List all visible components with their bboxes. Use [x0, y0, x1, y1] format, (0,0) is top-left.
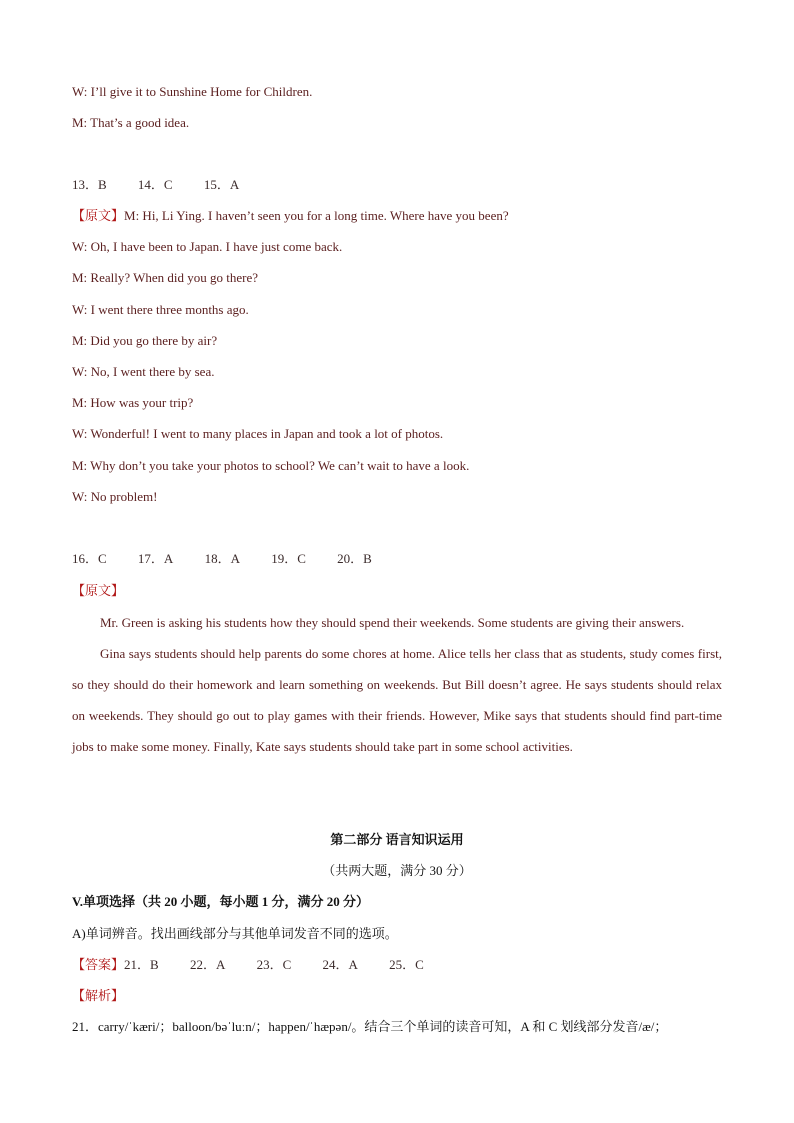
dialogue-line: M: That’s a good idea. — [72, 115, 190, 130]
answer-23: 23．C — [256, 957, 292, 972]
dialogue-line: M: Really? When did you go there? — [72, 270, 259, 285]
answer-row-16-20 — [72, 551, 400, 567]
dialogue-line: W: I went there three months ago. — [72, 302, 249, 317]
answer-13: 13．B — [72, 177, 107, 192]
passage-paragraph-2: Gina says students should help parents do some chores at home. Alice tells her class that as students, study comes first, so they should do their homework and learn something on weekends. But Bill doesn’t agree. He says students should relax on weekends. They should go out to play games with their friends. However, Mike says that students should find part-time jobs to make some money. Finally, Kate says students should take part in some school activities. — [72, 646, 722, 754]
section-heading: V.单项选择（共 20 小题，每小题 1 分，满分 20 分） — [72, 894, 369, 909]
part-subtitle: （共两大题，满分 30 分） — [322, 863, 472, 878]
dialogue-line: M: How was your trip? — [72, 395, 194, 410]
answer-22: 22．A — [189, 957, 226, 972]
dialogue-text: M: Hi, Li Ying. I haven’t seen you for a long time. Where have you been? — [124, 208, 509, 223]
dialogue-line: W: I’ll give it to Sunshine Home for Children. — [72, 84, 313, 99]
answer-row-21-25 — [72, 957, 452, 973]
dialogue-line: M: Why don’t you take your photos to school? We can’t wait to have a look. — [72, 458, 470, 473]
analysis-tag — [72, 988, 124, 1004]
analysis-tag-label: 【解析】 — [72, 988, 125, 1003]
passage-paragraph-1: Mr. Green is asking his students how they should spend their weekends. Some students are giving their answers. — [100, 615, 685, 630]
dialogue-line: M: Did you go there by air? — [72, 333, 218, 348]
answer-20: 20．B — [337, 551, 372, 566]
answer-18: 18．A — [204, 551, 240, 566]
answer-24: 24．A — [322, 957, 358, 972]
dialogue-line: W: No, I went there by sea. — [72, 364, 215, 379]
original-text-tag — [72, 583, 124, 599]
answer-17: 17．A — [137, 551, 174, 566]
part-title: 第二部分 语言知识运用 — [330, 832, 464, 847]
answer-row-13-15 — [72, 177, 267, 193]
original-text-tag-label: 【原文】 — [72, 583, 125, 598]
dialogue-line — [72, 208, 509, 224]
answer-19: 19．C — [271, 551, 306, 566]
sub-section-heading: A)单词辨音。找出画线部分与其他单词发音不同的选项。 — [72, 926, 398, 941]
answer-tag: 【答案】 — [72, 957, 125, 972]
analysis-21: 21．carry/ˈkæri/；balloon/bəˈluːn/；happen/ˈhæpən/。结合三个单词的读音可知，A 和 C 划线部分发音/æ/； — [72, 1019, 668, 1034]
answer-16: 16．C — [72, 551, 107, 566]
dialogue-line: W: No problem! — [72, 489, 158, 504]
answer-14: 14．C — [137, 177, 173, 192]
answer-15: 15．A — [203, 177, 240, 192]
answer-25: 25．C — [389, 957, 424, 972]
original-text-tag: 【原文】 — [72, 208, 125, 223]
dialogue-line: W: Oh, I have been to Japan. I have just come back. — [72, 239, 343, 254]
passage — [72, 607, 722, 762]
dialogue-line: W: Wonderful! I went to many places in Japan and took a lot of photos. — [72, 426, 444, 441]
answer-21: 21．B — [124, 957, 159, 972]
